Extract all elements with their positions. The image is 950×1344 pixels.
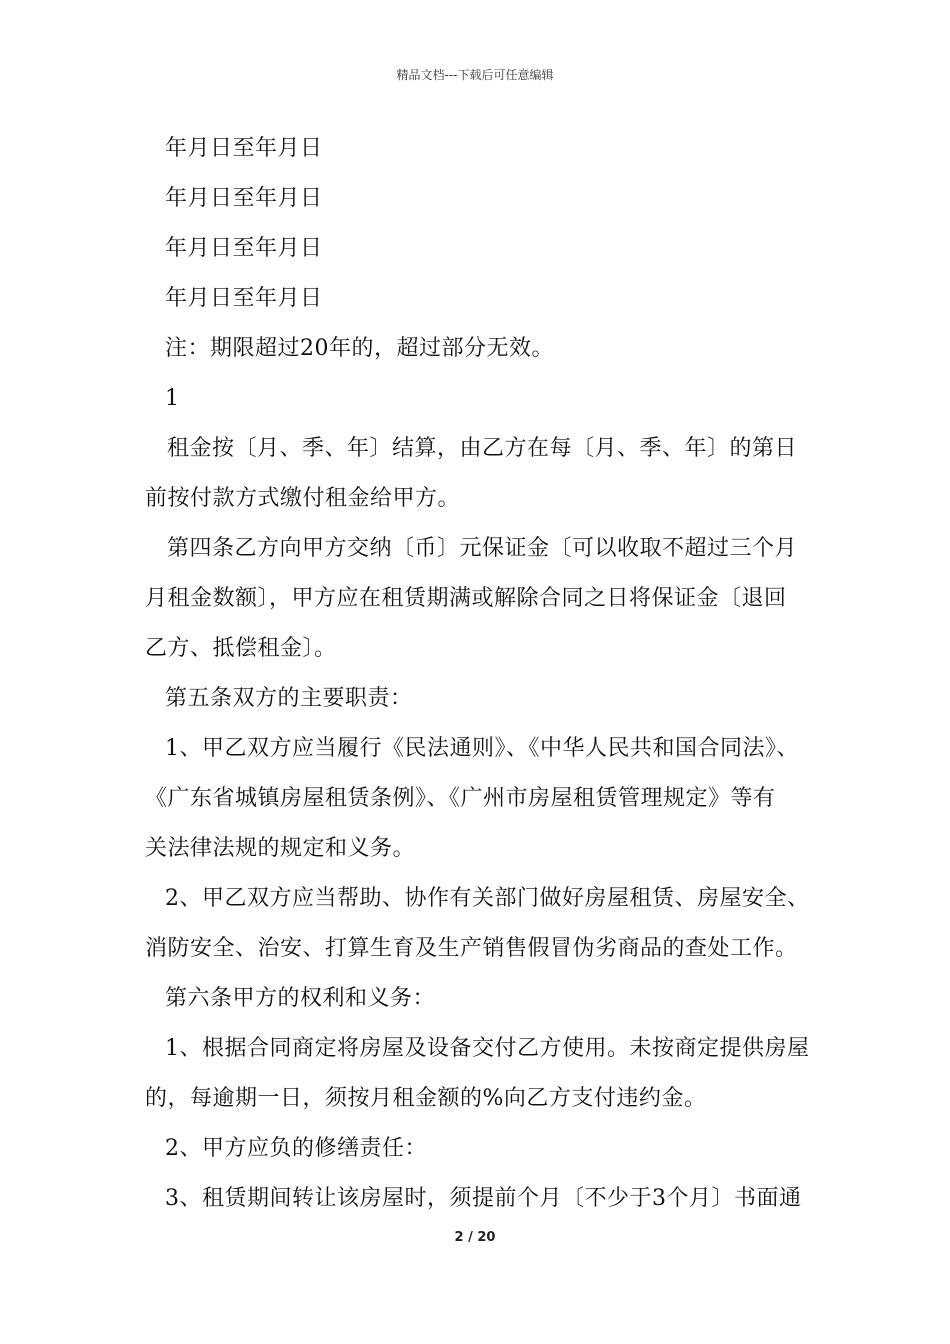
paragraph-line: 乙方、抵偿租金〕。 (145, 636, 337, 661)
paragraph-line: 2、甲乙双方应当帮助、协作有关部门做好房屋租赁、房屋安全、 (165, 886, 810, 911)
paragraph-line: 关法律法规的规定和义务。 (145, 836, 416, 861)
article-six-heading: 第六条甲方的权利和义务： (165, 986, 436, 1011)
paragraph-line: 消防安全、治安、打算生育及生产销售假冒伪劣商品的查处工作。 (145, 936, 798, 961)
paragraph-line: 《广东省城镇房屋租赁条例》、《广州市房屋租赁管理规定》等有 (145, 786, 776, 811)
paragraph-line: 年月日至年月日 (165, 186, 323, 211)
paragraph-line: 年月日至年月日 (165, 136, 323, 161)
paragraph-line: 前按付款方式缴付租金给甲方。 (145, 486, 461, 511)
article-four-line: 第四条乙方向甲方交纳〔币〕元保证金〔可以收取不超过三个月 (167, 536, 798, 561)
paragraph-line: 年月日至年月日 (165, 236, 323, 261)
note-line: 注：期限超过20年的，超过部分无效。 (165, 336, 554, 361)
paragraph-line: 的，每逾期一日，须按月租金额的%向乙方支付违约金。 (145, 1086, 707, 1111)
page-number: 2 / 20 (454, 1230, 496, 1245)
paragraph-line: 月租金数额〕，甲方应在租赁期满或解除合同之日将保证金〔退回 (145, 586, 787, 611)
paragraph-line: 3、租赁期间转让该房屋时，须提前个月〔不少于3个月〕书面通 (165, 1186, 802, 1211)
paragraph-line: 2、甲方应负的修缮责任： (165, 1136, 427, 1161)
section-number: 1 (165, 386, 180, 411)
article-five-heading: 第五条双方的主要职责： (165, 686, 413, 711)
paragraph-line: 租金按〔月、季、年〕结算，由乙方在每〔月、季、年〕的第日 (167, 436, 798, 461)
page-header: 精品文档---下载后可任意编辑 (396, 68, 554, 82)
paragraph-line: 年月日至年月日 (165, 286, 323, 311)
paragraph-line: 1、根据合同商定将房屋及设备交付乙方使用。未按商定提供房屋 (165, 1036, 810, 1061)
paragraph-line: 1、甲乙双方应当履行《民法通则》、《中华人民共和国合同法》、 (165, 736, 799, 761)
